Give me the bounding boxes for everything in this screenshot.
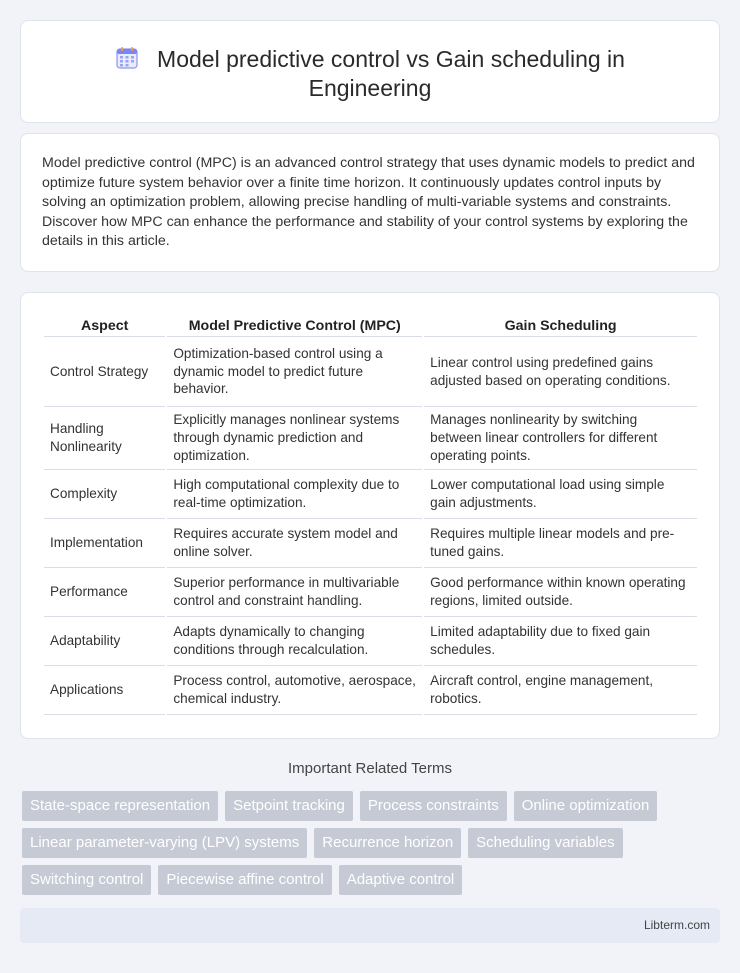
row-mpc: High computational complexity due to real-time optimization. <box>167 470 422 519</box>
table-row <box>44 519 697 568</box>
related-terms <box>22 791 722 902</box>
intro-card <box>20 133 720 272</box>
tag-lpv-systems[interactable]: Linear parameter-varying (LPV) systems <box>22 828 307 858</box>
row-aspect: Implementation <box>44 519 165 568</box>
title-line-1: Model predictive control vs Gain scheduling in <box>157 46 625 72</box>
footer-site-link[interactable]: Libterm.com <box>643 918 710 932</box>
row-aspect: Applications <box>44 666 165 715</box>
row-mpc: Process control, automotive, aerospace, chemical industry. <box>167 666 422 715</box>
row-gain: Linear control using predefined gains adjusted based on operating conditions. <box>424 337 697 407</box>
row-mpc: Adapts dynamically to changing conditions through recalculation. <box>167 617 422 666</box>
row-gain: Aircraft control, engine management, robotics. <box>424 666 697 715</box>
tag-adaptive-control[interactable]: Adaptive control <box>339 865 463 895</box>
table-row <box>44 337 697 407</box>
related-terms-title: Important Related Terms <box>288 760 452 777</box>
row-gain: Requires multiple linear models and pre-tuned gains. <box>424 519 697 568</box>
tag-row <box>22 828 722 858</box>
tag-row <box>22 865 722 895</box>
row-aspect: Adaptability <box>44 617 165 666</box>
tag-online-optimization[interactable]: Online optimization <box>514 791 658 821</box>
row-aspect: Control Strategy <box>44 337 165 407</box>
row-mpc: Optimization-based control using a dynamic model to predict future behavior. <box>167 337 422 407</box>
header-aspect: Aspect <box>44 316 165 337</box>
tag-process-constraints[interactable]: Process constraints <box>360 791 507 821</box>
calendar-icon <box>115 46 139 70</box>
tag-switching-control[interactable]: Switching control <box>22 865 151 895</box>
header-mpc: Model Predictive Control (MPC) <box>167 316 422 337</box>
footer <box>20 908 720 943</box>
row-gain: Limited adaptability due to fixed gain schedules. <box>424 617 697 666</box>
table-row <box>44 407 697 470</box>
intro-text: Model predictive control (MPC) is an advanced control strategy that uses dynamic models to predict and optimize future system behavior over a finite time horizon. It continuously updates control inputs by solving an optimization problem, allowing precise handling of multi-variable systems and constraints. Discover how MPC can enhance the performance and stability of your control systems by exploring the details in this article. <box>42 155 695 250</box>
row-gain: Lower computational load using simple gain adjustments. <box>424 470 697 519</box>
tag-scheduling-variables[interactable]: Scheduling variables <box>468 828 622 858</box>
row-aspect: Handling Nonlinearity <box>44 407 165 470</box>
comparison-card <box>20 292 720 739</box>
page-title <box>21 45 719 103</box>
header-gain: Gain Scheduling <box>424 316 697 337</box>
tag-recurrence-horizon[interactable]: Recurrence horizon <box>314 828 461 858</box>
row-mpc: Explicitly manages nonlinear systems through dynamic prediction and optimization. <box>167 407 422 470</box>
row-gain: Manages nonlinearity by switching between linear controllers for different operating points. <box>424 407 697 470</box>
tag-row <box>22 791 722 821</box>
table-header-row <box>44 316 697 337</box>
tag-setpoint-tracking[interactable]: Setpoint tracking <box>225 791 353 821</box>
row-aspect: Complexity <box>44 470 165 519</box>
table-row <box>44 617 697 666</box>
row-mpc: Requires accurate system model and online solver. <box>167 519 422 568</box>
row-gain: Good performance within known operating regions, limited outside. <box>424 568 697 617</box>
table-row <box>44 666 697 715</box>
table-row <box>44 470 697 519</box>
tag-piecewise-affine-control[interactable]: Piecewise affine control <box>158 865 331 895</box>
title-line-2: Engineering <box>308 75 432 101</box>
table-row <box>44 568 697 617</box>
title-card <box>20 20 720 123</box>
tag-state-space-representation[interactable]: State-space representation <box>22 791 218 821</box>
row-aspect: Performance <box>44 568 165 617</box>
comparison-table <box>42 316 699 715</box>
row-mpc: Superior performance in multivariable control and constraint handling. <box>167 568 422 617</box>
